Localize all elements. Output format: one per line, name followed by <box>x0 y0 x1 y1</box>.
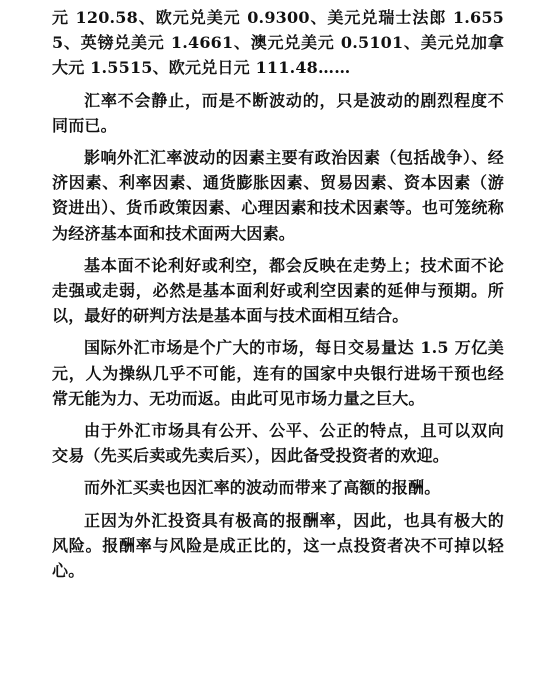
document-page <box>52 0 504 590</box>
paragraph-market-size: 国际外汇市场是个广大的市场，每日交易量达 1.5 万亿美元，人为操纵几乎不可能，连有的国家中央银行进场干预也经常无能为力、无功而返。由此可见市场力量之巨大。 <box>52 338 504 408</box>
paragraph-fundamental-technical: 基本面不论利好或利空，都会反映在走势上；技术面不论走强或走弱，必然是基本面利好或利空因素的延伸与预期。所以，最好的研判方法是基本面与技术面相互结合。 <box>52 255 504 326</box>
paragraph-market-fairness: 由于外汇市场具有公开、公平、公正的特点，且可以双向交易（先买后卖或先卖后买），因此备受投资者的欢迎。 <box>52 421 504 466</box>
paragraph-risk-warning: 正因为外汇投资具有极高的报酬率，因此，也具有极大的风险。报酬率与风险是成正比的，这一点投资者决不可掉以轻心。 <box>52 510 504 581</box>
paragraph-rates-fluctuate: 汇率不会静止，而是不断波动的，只是波动的剧烈程度不同而已。 <box>52 90 504 135</box>
paragraph-influencing-factors: 影响外汇汇率波动的因素主要有政治因素（包括战争）、经济因素、利率因素、通货膨胀因素、贸易因素、资本因素（游资进出）、货币政策因素、心理因素和技术因素等。也可笼统称为经济基本面和技术面两大因素。 <box>52 148 504 243</box>
paragraph-exchange-rates-continued: 元 120.58、欧元兑美元 0.9300、美元兑瑞士法郎 1.6555、英镑兑美元 1.4661、澳元兑美元 0.5101、美元兑加拿大元 1.5515、欧元兑日元 111.48…… <box>52 8 504 78</box>
paragraph-high-returns: 而外汇买卖也因汇率的波动而带来了高额的报酬。 <box>84 478 441 498</box>
